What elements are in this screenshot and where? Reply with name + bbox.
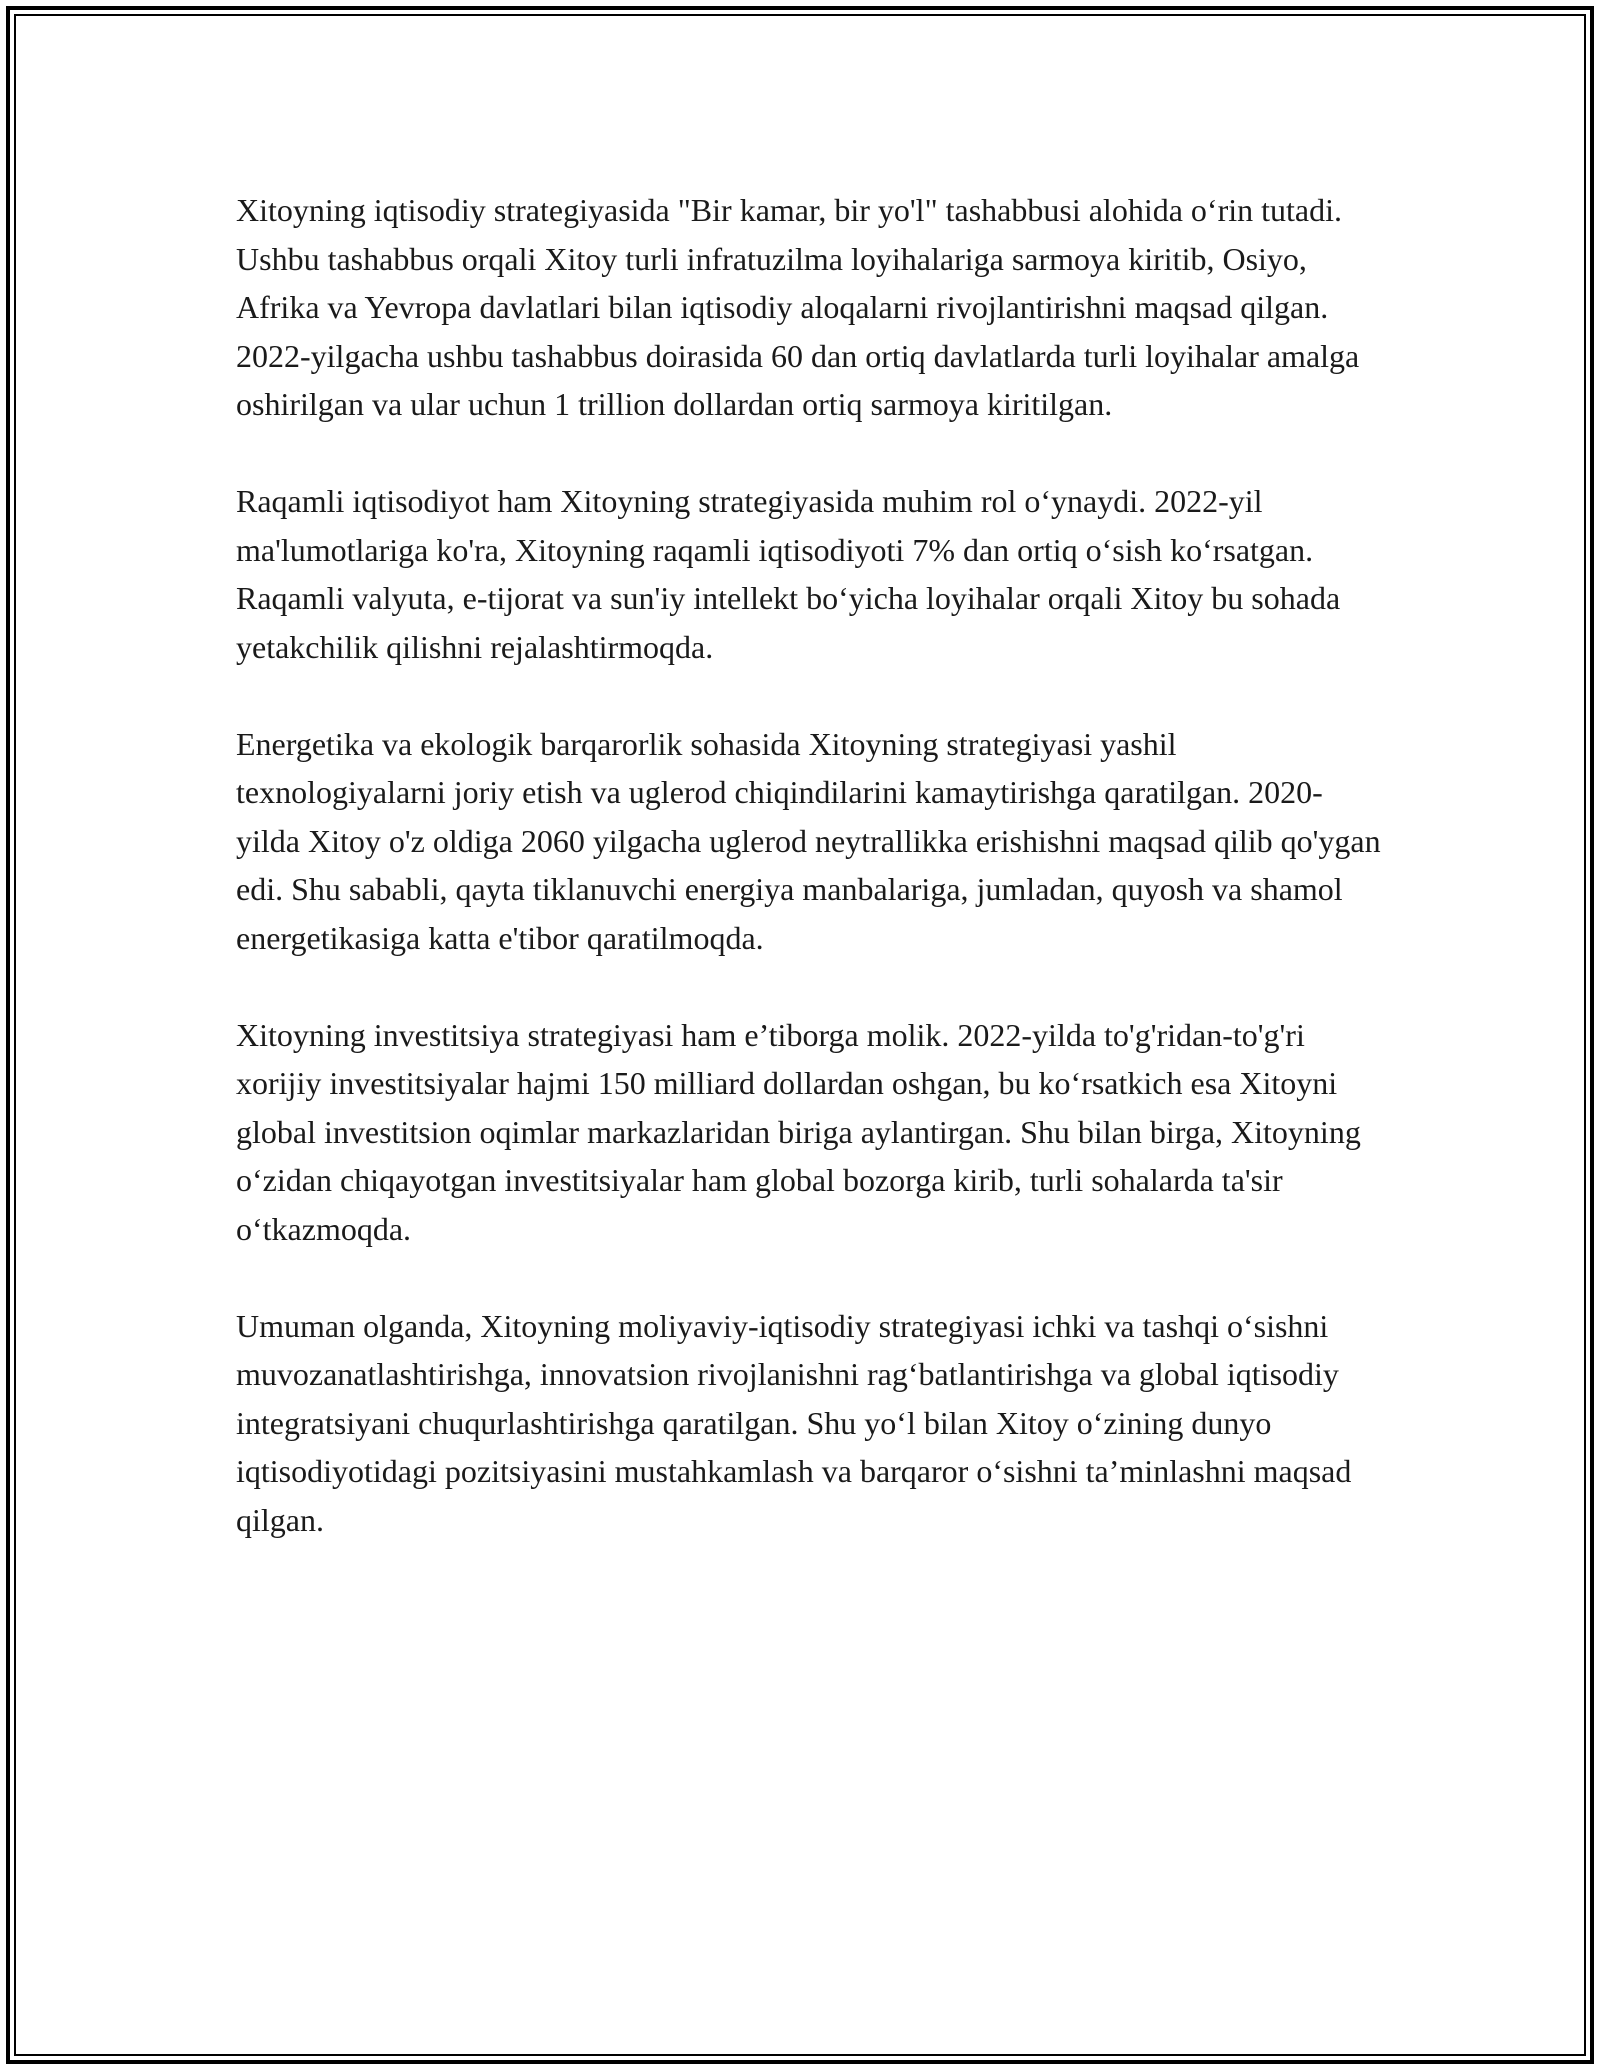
paragraph-2: Raqamli iqtisodiyot ham Xitoyning strategiyasida muhim rol o‘ynaydi. 2022-yil ma'lumotlariga ko'ra, Xitoyning raqamli iqtisodiyoti 7% dan ortiq o‘sish ko‘rsatgan. Raqamli valyuta, e-tijorat va sun'iy intellekt bo‘yicha loyihalar orqali Xitoy bu sohada yetakchilik qilishni rejalashtirmoqda. bbox=[236, 483, 1341, 665]
paragraph-5: Umuman olganda, Xitoyning moliyaviy-iqtisodiy strategiyasi ichki va tashqi o‘sishni muvozanatlashtirishga, innovatsion rivojlanishni rag‘batlantirishga va global iqtisodiy integratsiyani chuqurlashtirishga qaratilgan. Shu yo‘l bilan Xitoy o‘zining dunyo iqtisodiyotidagi pozitsiyasini mustahkamlash va barqaror o‘sishni ta’minlashni maqsad qilgan. bbox=[236, 1307, 1352, 1538]
document-body bbox=[236, 186, 1386, 1593]
paragraph-4: Xitoyning investitsiya strategiyasi ham e’tiborga molik. 2022-yilda to'g'ridan-to'g'ri xorijiy investitsiyalar hajmi 150 milliard dollardan oshgan, bu ko‘rsatkich esa Xitoyni global investitsion oqimlar markazlaridan biriga aylantirgan. Shu bilan birga, Xitoyning o‘zidan chiqayotgan investitsiyalar ham global bozorga kirib, turli sohalarda ta'sir o‘tkazmoqda. bbox=[236, 1016, 1361, 1247]
paragraph-1: Xitoyning iqtisodiy strategiyasida "Bir kamar, bir yo'l" tashabbusi alohida o‘rin tutadi. Ushbu tashabbus orqali Xitoy turli infratuzilma loyihalariga sarmoya kiritib, Osiyo, Afrika va Yevropa davlatlari bilan iqtisodiy aloqalarni rivojlantirishni maqsad qilgan. 2022-yilgacha ushbu tashabbus doirasida 60 dan ortiq davlatlarda turli loyihalar amalga oshirilgan va ular uchun 1 trillion dollardan ortiq sarmoya kiritilgan. bbox=[236, 192, 1360, 422]
paragraph-3: Energetika va ekologik barqarorlik sohasida Xitoyning strategiyasi yashil texnologiyalarni joriy etish va uglerod chiqindilarini kamaytirishga qaratilgan. 2020-yilda Xitoy o'z oldiga 2060 yilgacha uglerod neytrallikka erishishni maqsad qilib qo'ygan edi. Shu sababli, qayta tiklanuvchi energiya manbalariga, jumladan, quyosh va shamol energetikasiga katta e'tibor qaratilmoqda. bbox=[236, 725, 1381, 956]
